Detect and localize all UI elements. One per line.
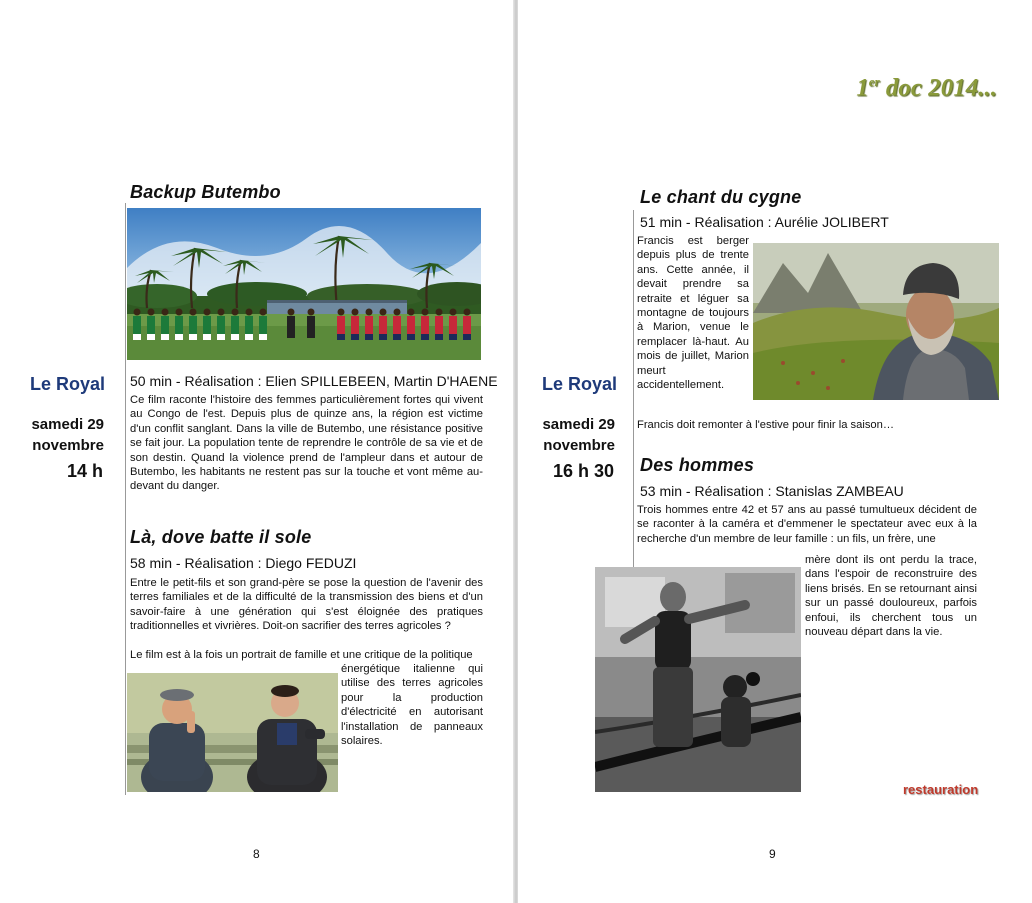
film-meta-le-chant-du-cygne: 51 min - Réalisation : Aurélie JOLIBERT bbox=[640, 214, 889, 230]
synopsis-le-chant-du-cygne-end: Francis doit remonter à l'estive pour finir la saison… bbox=[637, 419, 895, 431]
film-title-la-dove-batte-il-sole: Là, dove batte il sole bbox=[130, 527, 312, 547]
footer-note: restauration bbox=[903, 782, 979, 797]
synopsis-des-hommes-wrap: mère dont ils ont perdu la trace, dans l'espoir de reconstruire des liens brisés. En se retournant ainsi sur un passé douloureux, parfois enfoui, ils cherchent tous un nouveau départ dans la vie. bbox=[805, 554, 977, 639]
film-title-backup-butembo: Backup Butembo bbox=[130, 182, 281, 202]
photo-football-teams bbox=[127, 208, 481, 360]
left-divider-line bbox=[125, 203, 126, 795]
film-title-le-chant-du-cygne: Le chant du cygne bbox=[640, 187, 802, 207]
film-meta-backup-butembo: 50 min - Réalisation : Elien SPILLEBEEN, Martin D'HAENE bbox=[130, 373, 498, 389]
screening-time: 14 h bbox=[66, 461, 103, 481]
photo-shepherd bbox=[753, 243, 999, 400]
header-number: 1 bbox=[856, 74, 869, 102]
page-number: 9 bbox=[769, 847, 776, 861]
screening-time: 16 h 30 bbox=[552, 461, 614, 481]
film-title-des-hommes: Des hommes bbox=[640, 455, 755, 475]
synopsis-la-dove-batte-il-sole: Entre le petit-fils et son grand-père se pose la question de l'avenir des terres familiales et de la difficulté de la transmission des biens et d'un savoir-faire à une génération qui s'est éloignée des pratiques traditionnelles et vivrières. Doit-on sacrifier des terres agricoles ? bbox=[130, 577, 483, 633]
venue-label: Le Royal bbox=[542, 374, 618, 394]
date-line-month: novembre bbox=[543, 437, 615, 454]
date-line-month: novembre bbox=[32, 437, 104, 454]
header-rest: doc 2014... bbox=[879, 74, 997, 102]
photo-grandfather-grandson bbox=[127, 673, 338, 792]
right-page bbox=[518, 0, 1032, 903]
photo-boxing bbox=[595, 567, 801, 792]
section-header bbox=[856, 74, 997, 102]
header-ordinal: er bbox=[868, 74, 880, 89]
venue-label: Le Royal bbox=[30, 374, 106, 394]
synopsis-des-hommes: Trois hommes entre 42 et 57 ans au passé tumultueux décident de se raconter à la caméra et d'emmener le spectateur avec eux à la recherche d'un membre de leur famille : un fils, un frère, une bbox=[637, 504, 977, 545]
synopsis-le-chant-du-cygne: Francis est berger depuis plus de trente ans. Cette année, il devait prendre sa retraite et léguer sa montagne de toujours à Marion, venue le remplacer là-haut. Au mois de juillet, Marion meurt accidentellement. bbox=[637, 235, 749, 392]
film-meta-la-dove-batte-il-sole: 58 min - Réalisation : Diego FEDUZI bbox=[130, 555, 357, 571]
page-number: 8 bbox=[253, 847, 260, 861]
left-page bbox=[0, 0, 514, 903]
right-divider-line bbox=[633, 210, 634, 570]
synopsis-backup-butembo: Ce film raconte l'histoire des femmes particulièrement fortes qui vivent au Congo de l'est. Depuis plus de quinze ans, la région est victime d'un conflit sanglant. Dans la ville de Butembo, une résistance positive se fait jour. La population tente de reprendre le contrôle de sa vie et de son destin. Quand la violence prend de l'ampleur dans et autour de Butembo, les habitants ne restent pas sur la touche et vont même au-devant du danger. bbox=[130, 394, 483, 493]
date-line-day: samedi 29 bbox=[31, 416, 104, 433]
date-line-day: samedi 29 bbox=[542, 416, 615, 433]
synopsis-la-dove-batte-il-sole-line: Le film est à la fois un portrait de famille et une critique de la politique bbox=[130, 649, 473, 661]
film-meta-des-hommes: 53 min - Réalisation : Stanislas ZAMBEAU bbox=[640, 483, 904, 499]
synopsis-la-dove-batte-il-sole-wrap: énergétique italienne qui utilise des terres agricoles pour la production d'électricité en autorisant l'installation de panneaux solaires. bbox=[341, 663, 483, 748]
